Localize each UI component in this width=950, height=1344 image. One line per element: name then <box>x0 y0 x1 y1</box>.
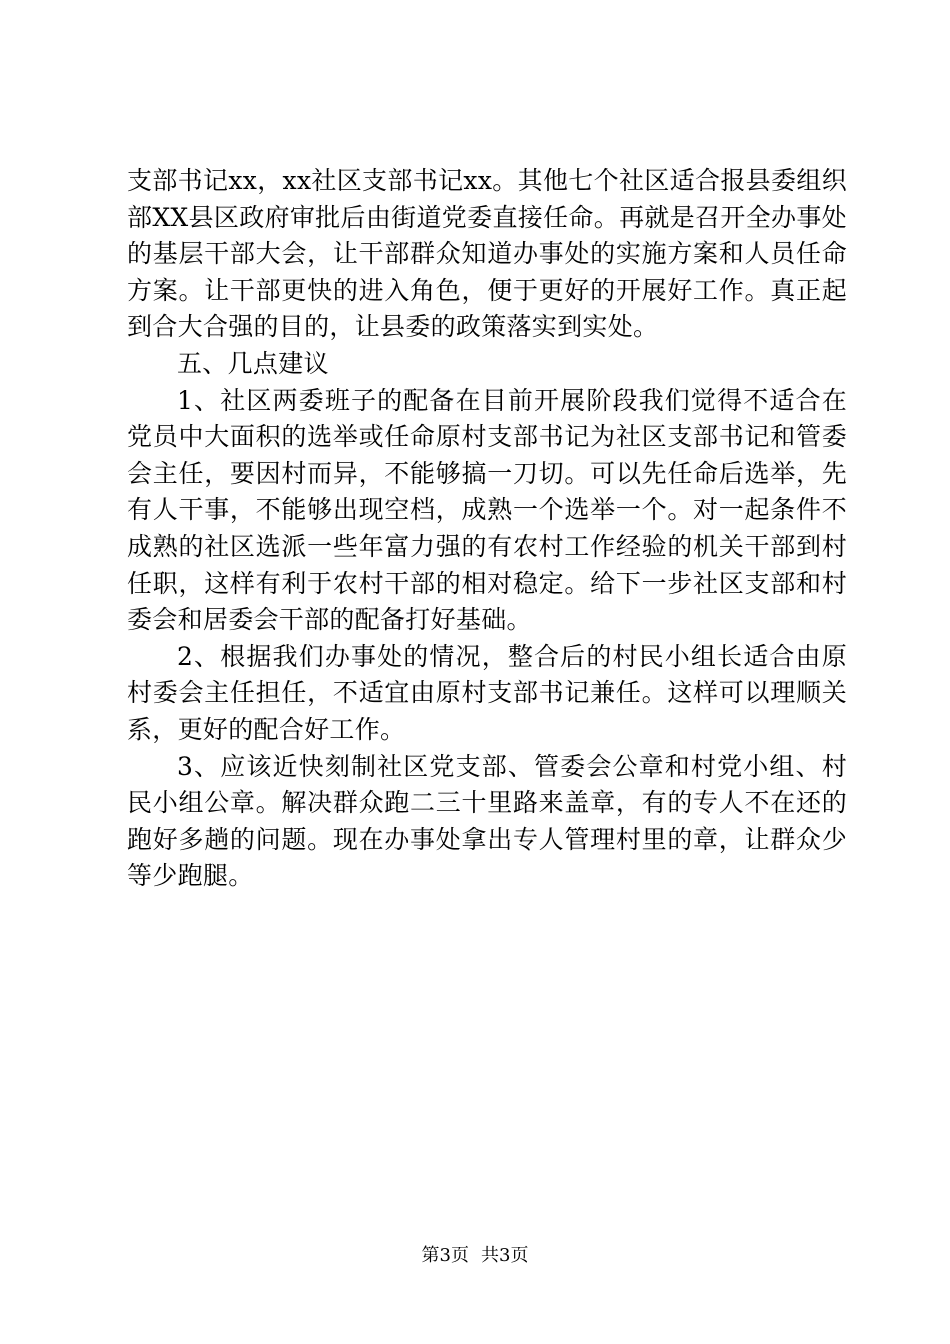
page-footer <box>0 1244 950 1268</box>
paragraph-suggestion-1: 1、社区两委班子的配备在目前开展阶段我们觉得不适合在党员中大面积的选举或任命原村支部书记为社区支部书记和管委会主任，要因村而异，不能够搞一刀切。可以先任命后选举，先有人干事，不能够出现空档，成熟一个选举一个。对一起条件不成熟的社区选派一些年富力强的有农村工作经验的机关干部到村任职，这样有利于农村干部的相对稳定。给下一步社区支部和村委会和居委会干部的配备打好基础。 <box>127 385 847 635</box>
paragraph-continued: 支部书记xx，xx社区支部书记xx。其他七个社区适合报县委组织部XX县区政府审批后由街道党委直接任命。再就是召开全办事处的基层干部大会，让干部群众知道办事处的实施方案和人员任命方案。让干部更快的进入角色，便于更好的开展好工作。真正起到合大合强的目的，让县委的政策落实到实处。 <box>127 166 847 342</box>
page-total: 共3页 <box>481 1245 529 1266</box>
paragraph-suggestion-3: 3、应该近快刻制社区党支部、管委会公章和村党小组、村民小组公章。解决群众跑二三十里路来盖章，有的专人不在还的跑好多趟的问题。现在办事处拿出专人管理村里的章，让群众少等少跑腿。 <box>127 751 847 891</box>
page-number: 第3页 <box>421 1245 469 1266</box>
section-heading: 五、几点建议 <box>177 348 329 378</box>
document-body <box>127 163 847 895</box>
paragraph-suggestion-2: 2、根据我们办事处的情况，整合后的村民小组长适合由原村委会主任担任，不适宜由原村支部书记兼任。这样可以理顺关系，更好的配合好工作。 <box>127 641 847 744</box>
